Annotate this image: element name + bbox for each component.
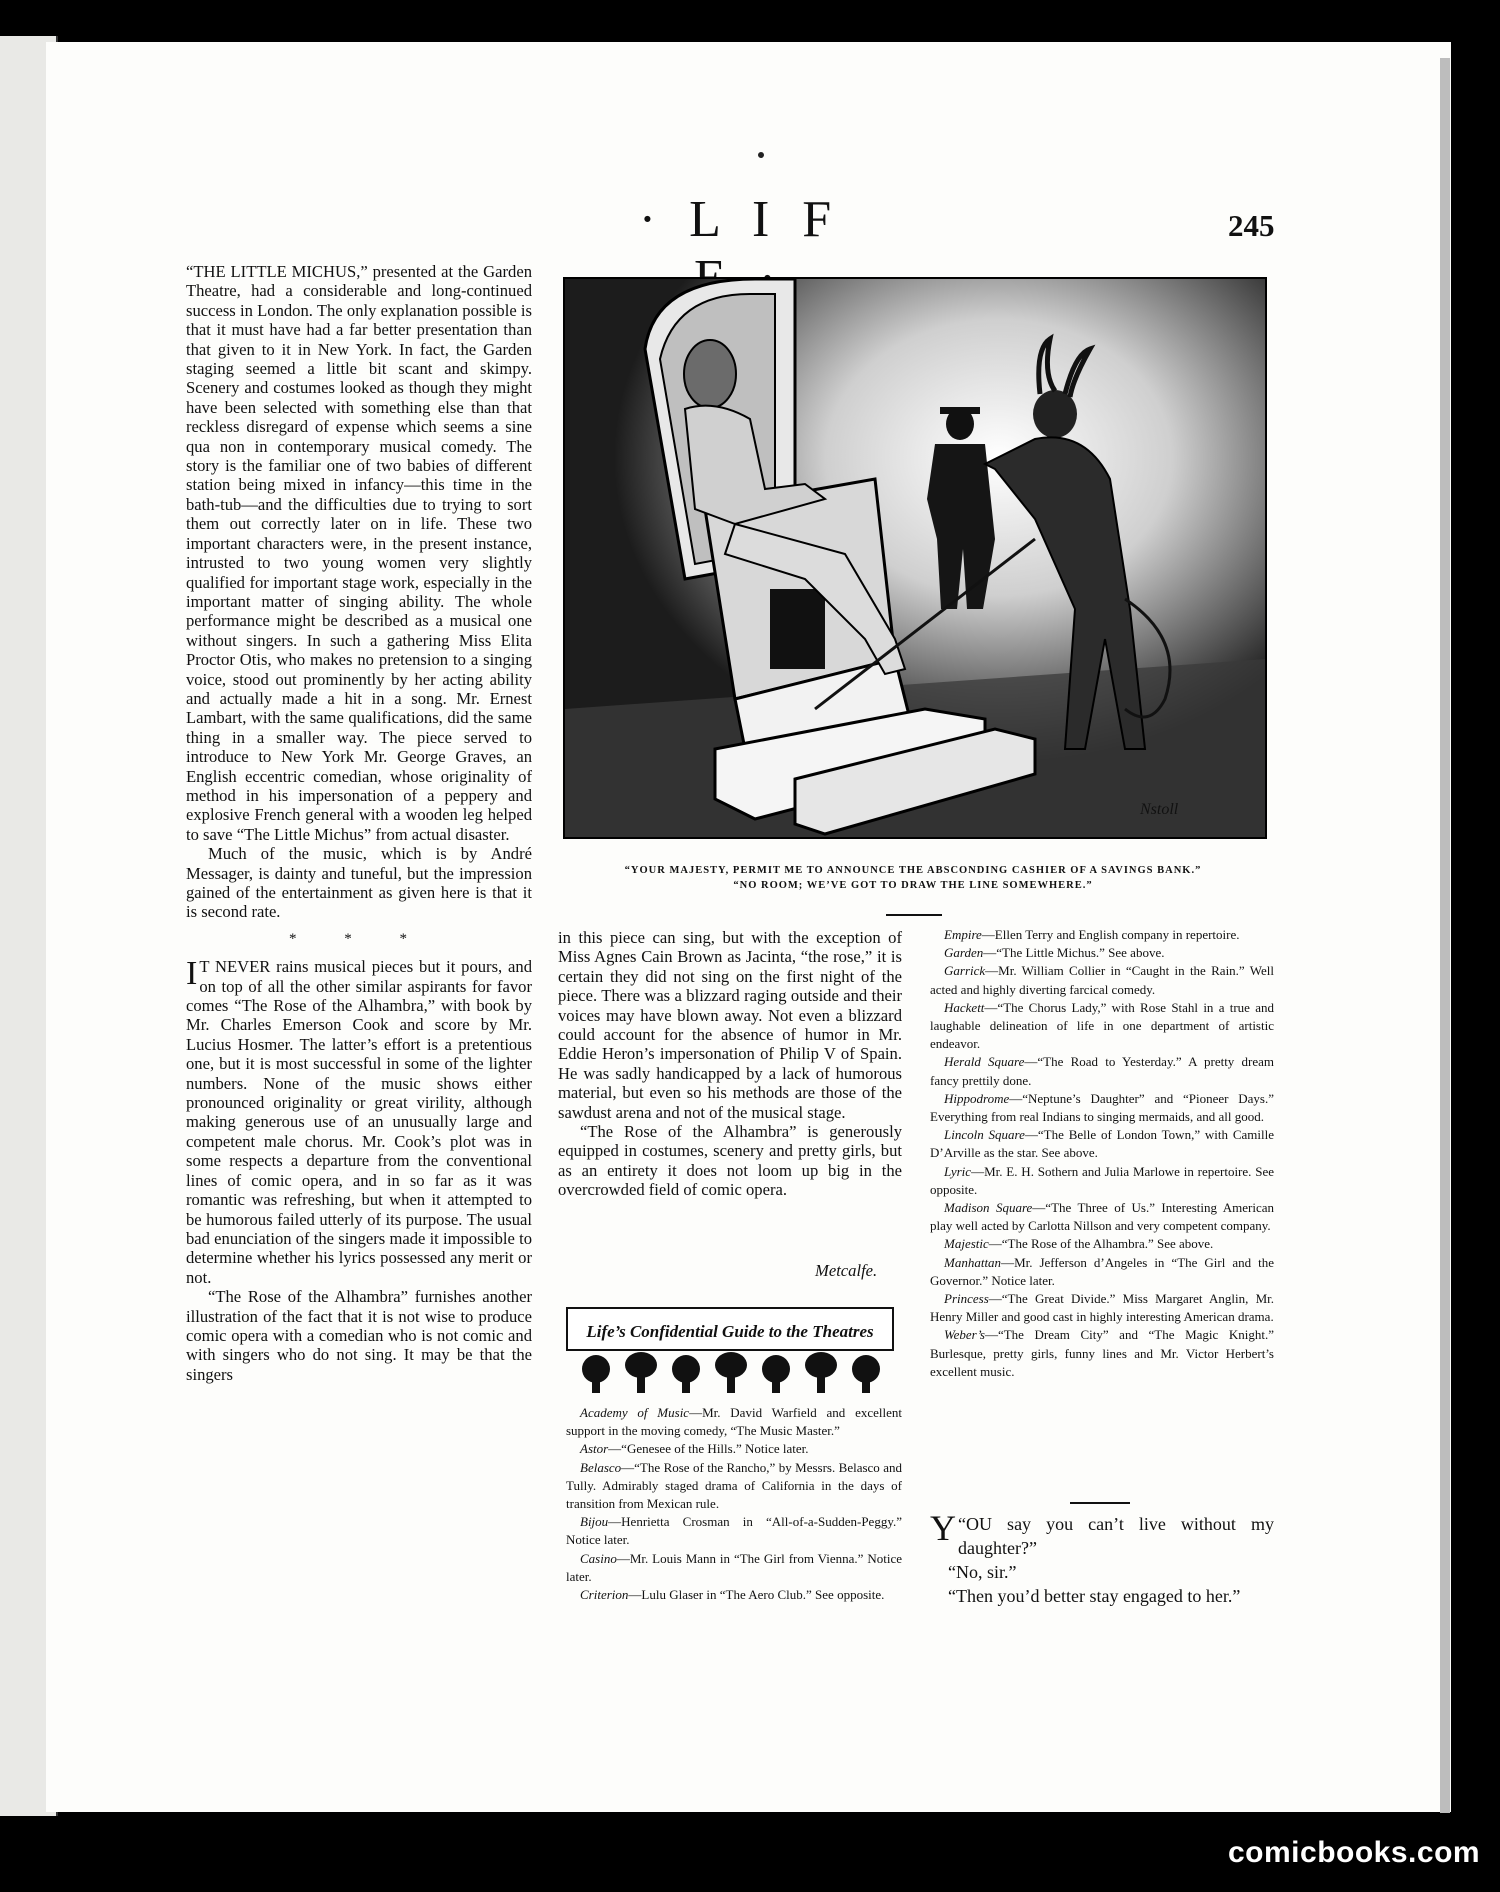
- guide-entry: [566, 1550, 902, 1586]
- guide-entry: [566, 1459, 902, 1514]
- guide-entry: [930, 1126, 1274, 1162]
- guide-entry: [930, 1090, 1274, 1126]
- caption-line-1: “YOUR MAJESTY, PERMIT ME TO ANNOUNCE THE ABSCONDING CASHIER OF A SAVINGS BANK.”: [624, 865, 1202, 876]
- guide-list-left: [566, 1404, 902, 1604]
- guide-entry: [930, 1326, 1274, 1381]
- theatre-name: Lincoln Square: [944, 1127, 1025, 1143]
- theatre-description: —Mr. David Warfield and excellent support in the moving comedy, “The Music Master.”: [566, 1405, 903, 1439]
- guide-banner: [566, 1307, 894, 1397]
- guide-entry: [566, 1513, 902, 1549]
- joke-line-1-text: OU say you can’t live without my daughter?”: [958, 1514, 1274, 1558]
- theatre-name: Belasco: [580, 1459, 622, 1475]
- cartoon-drawing: [565, 279, 1265, 837]
- guide-entry: [930, 1053, 1274, 1089]
- guide-entry: [930, 1290, 1274, 1326]
- article-paragraph-2: Much of the music, which is by André Messager, is dainty and tuneful, but the impression gained of the entertainment as given here is that it is second rate.: [186, 844, 532, 922]
- guide-banner-art: [566, 1307, 894, 1397]
- theatre-name: Academy of Music: [580, 1405, 690, 1420]
- page-dot: [758, 152, 764, 158]
- theatre-name: Hackett: [944, 999, 985, 1015]
- joke-rule: [1070, 1502, 1130, 1504]
- theatre-name: Princess: [944, 1291, 989, 1307]
- theatre-name: Madison Square: [944, 1200, 1033, 1216]
- joke-drop-cap: Y: [930, 1508, 956, 1548]
- section-break-stars: * * *: [289, 930, 429, 947]
- guide-entry: [566, 1586, 902, 1604]
- guide-entry: [930, 1199, 1274, 1235]
- theatre-description: —“The Rose of the Alhambra.” See above.: [988, 1236, 1214, 1252]
- theatre-description: —Lulu Glaser in “The Aero Club.” See opposite.: [628, 1587, 885, 1603]
- guide-entry: [930, 1235, 1274, 1253]
- article-paragraph-1-text: “THE LITTLE MICHUS,” presented at the Garden Theatre, had a considerable and long-continued success in London. The only explanation possible is that it must have had a far better presentation than that given to it in New York. In fact, the Garden staging seemed a little bit scant and skimpy. Scenery and costumes looked as though they might have been selected with something else than that reckless disregard of expense which seems a sine qua non in contemporary musical comedy. The story is the familiar one of two babies of different station being mixed in infancy—this time in the bath-tub—and the difficulties due to trying to sort them out correctly later on in life. These two important characters were, in the present instance, intrusted to two young women very slightly qualified for important stage work, especially in the important matter of singing ability. The whole performance might be described as a musical one without singers. In such a gathering Miss Elita Proctor Otis, who makes no pretension to a singing voice, stood out prominently by her acting ability and actually made a hit in a song. Mr. Ernest Lambart, with the same qualifications, did the same thing in a smaller way. The piece served to introduce to New York Mr. George Graves, an English eccentric comedian, whose originality of method in his impersonation of a peppery and explosive French general with a wooden leg helped to save “The Little Michus” from actual disaster.: [186, 262, 532, 844]
- theatre-description: —“Genesee of the Hills.” Notice later.: [608, 1441, 809, 1457]
- site-watermark: comicbooks.com: [1228, 1836, 1481, 1869]
- artist-signature: Nstoll: [1140, 801, 1179, 818]
- theatre-description: —“The Three of Us.” Interesting American play well acted by Carlotta Nillson and very competent company.: [930, 1200, 1274, 1234]
- guide-entry: [566, 1404, 902, 1440]
- theatre-name: Lyric: [944, 1163, 972, 1179]
- guide-list-right: [930, 926, 1274, 1381]
- middle-column: [558, 928, 902, 1200]
- author-signature: Metcalfe.: [815, 1261, 878, 1280]
- theatre-description: —“The Chorus Lady,” with Rose Stahl in a true and laughable delineation of life in one department of artistic endeavor.: [930, 999, 1274, 1052]
- theatre-name: Garrick: [944, 963, 986, 979]
- theatre-name: Hippodrome: [944, 1090, 1010, 1106]
- page-number: 245: [1228, 208, 1275, 243]
- theatre-description: —“Neptune’s Daughter” and “Pioneer Days.” Everything from real Indians to singing mermaids, and all good.: [930, 1090, 1274, 1125]
- article-paragraph-3: [186, 957, 532, 1287]
- article-paragraph-5: in this piece can sing, but with the exception of Miss Agnes Cain Brown as Jacinta, “the rose,” it is certain they did not sing on the first night of the piece. There was a blizzard raging outside and their voices may have blown away. Not even a blizzard could account for the absence of humor in Mr. Eddie Heron’s impersonation of Philip V of Spain. He was sadly handicapped by a lack of humorous material, but even so his methods are those of the sawdust arena and not of the musical stage.: [558, 928, 902, 1122]
- cartoon-caption: [563, 863, 1263, 893]
- joke-line-1: [930, 1508, 1274, 1560]
- theatre-name: Majestic: [944, 1236, 989, 1252]
- theatre-name: Casino: [580, 1550, 617, 1566]
- theatre-description: —Mr. William Collier in “Caught in the Rain.” Well acted and highly diverting farcical comedy.: [930, 963, 1274, 997]
- theatre-name: Herald Square: [944, 1054, 1025, 1070]
- caption-line-2: “NO ROOM; WE’VE GOT TO DRAW THE LINE SOMEWHERE.”: [733, 880, 1093, 891]
- theatre-description: —“The Great Divide.” Miss Margaret Anglin, Mr. Henry Miller and good cast in highly interesting American drama.: [930, 1291, 1274, 1325]
- guide-entry: [566, 1440, 902, 1458]
- caption-rule: [886, 914, 942, 916]
- guide-entry: [930, 1254, 1274, 1290]
- guide-entry: [930, 1163, 1274, 1199]
- theatre-description: —“The Road to Yesterday.” A pretty dream fancy prettily done.: [930, 1054, 1274, 1088]
- right-page-edge: [1440, 58, 1450, 1813]
- theatre-description: —“The Rose of the Rancho,” by Messrs. Belasco and Tully. Admirably staged drama of California in the days of transition from Mexican rule.: [566, 1459, 902, 1512]
- theatre-description: —Mr. E. H. Sothern and Julia Marlowe in repertoire. See opposite.: [930, 1163, 1274, 1197]
- guide-banner-title: Life’s Confidential Guide to the Theatres: [586, 1322, 874, 1341]
- joke-line-2: “No, sir.”: [948, 1562, 1017, 1582]
- masthead: · L I F: [638, 191, 842, 248]
- article-paragraph-3-text: T NEVER rains musical pieces but it pours, and on top of all the other similar aspirants for favor comes “The Rose of the Alhambra,” with book by Mr. Charles Emerson Cook and score by Mr. Lucius Hosmer. The latter’s effort is a pretentious one, but it is most successful in some of the lighter numbers. None of the music shows either pronounced originality or great virility, although making generous use of an unusually large and competent male chorus. Mr. Cook’s plot was in some respects a departure from the conventional lines of comic opera, and in so far as it was romantic was refreshing, but when it attempted to be humorous failed utterly of its purpose. The usual bad enunciation of the singers made it impossible to determine whether his lyrics possessed any merit or not.: [186, 957, 532, 1287]
- theatre-name: Manhattan: [944, 1254, 1002, 1270]
- joke-line-3: “Then you’d better stay engaged to her.”: [948, 1586, 1241, 1606]
- theatre-name: Criterion: [580, 1587, 629, 1603]
- theatre-name: Weber’s: [944, 1327, 985, 1343]
- open-quote: “: [958, 1514, 966, 1534]
- theatre-description: —Mr. Jefferson d’Angeles in “The Girl and the Governor.” Notice later.: [930, 1254, 1274, 1288]
- theatre-description: —“The Little Michus.” See above.: [983, 945, 1165, 961]
- guide-entry: [930, 926, 1274, 944]
- left-column: [186, 262, 532, 1384]
- joke-block: [930, 1508, 1274, 1608]
- article-paragraph-1: [186, 262, 532, 844]
- theatre-description: —Ellen Terry and English company in repertoire.: [981, 927, 1240, 942]
- theatre-name: Garden: [944, 945, 984, 961]
- theatre-description: —“The Belle of London Town,” with Camille D’Arville as the star. See above.: [930, 1127, 1274, 1161]
- theatre-name: Astor: [580, 1441, 609, 1457]
- theatre-description: —Mr. Louis Mann in “The Girl from Vienna.” Notice later.: [566, 1550, 902, 1584]
- article-paragraph-4: “The Rose of the Alhambra” furnishes another illustration of the fact that it is not wise to produce comic opera with a comedian who is not comic and with singers who do not sing. It may be that the singers: [186, 1287, 532, 1384]
- theatre-description: —“The Dream City” and “The Magic Knight.” Burlesque, pretty girls, funny lines and Mr. Victor Herbert’s excellent music.: [930, 1327, 1274, 1379]
- guide-entry: [930, 962, 1274, 998]
- drop-cap: I: [186, 955, 198, 993]
- theatre-description: —Henrietta Crosman in “All-of-a-Sudden-Peggy.” Notice later.: [566, 1514, 902, 1548]
- cartoon-illustration: [563, 277, 1267, 839]
- guide-entry: [930, 999, 1274, 1054]
- article-paragraph-6: “The Rose of the Alhambra” is generously equipped in costumes, scenery and pretty girls, but as an entirety it does not loom up big in the overcrowded field of comic opera.: [558, 1122, 902, 1200]
- theatre-name: Empire: [944, 927, 982, 942]
- guide-entry: [930, 944, 1274, 962]
- theatre-name: Bijou: [580, 1514, 609, 1530]
